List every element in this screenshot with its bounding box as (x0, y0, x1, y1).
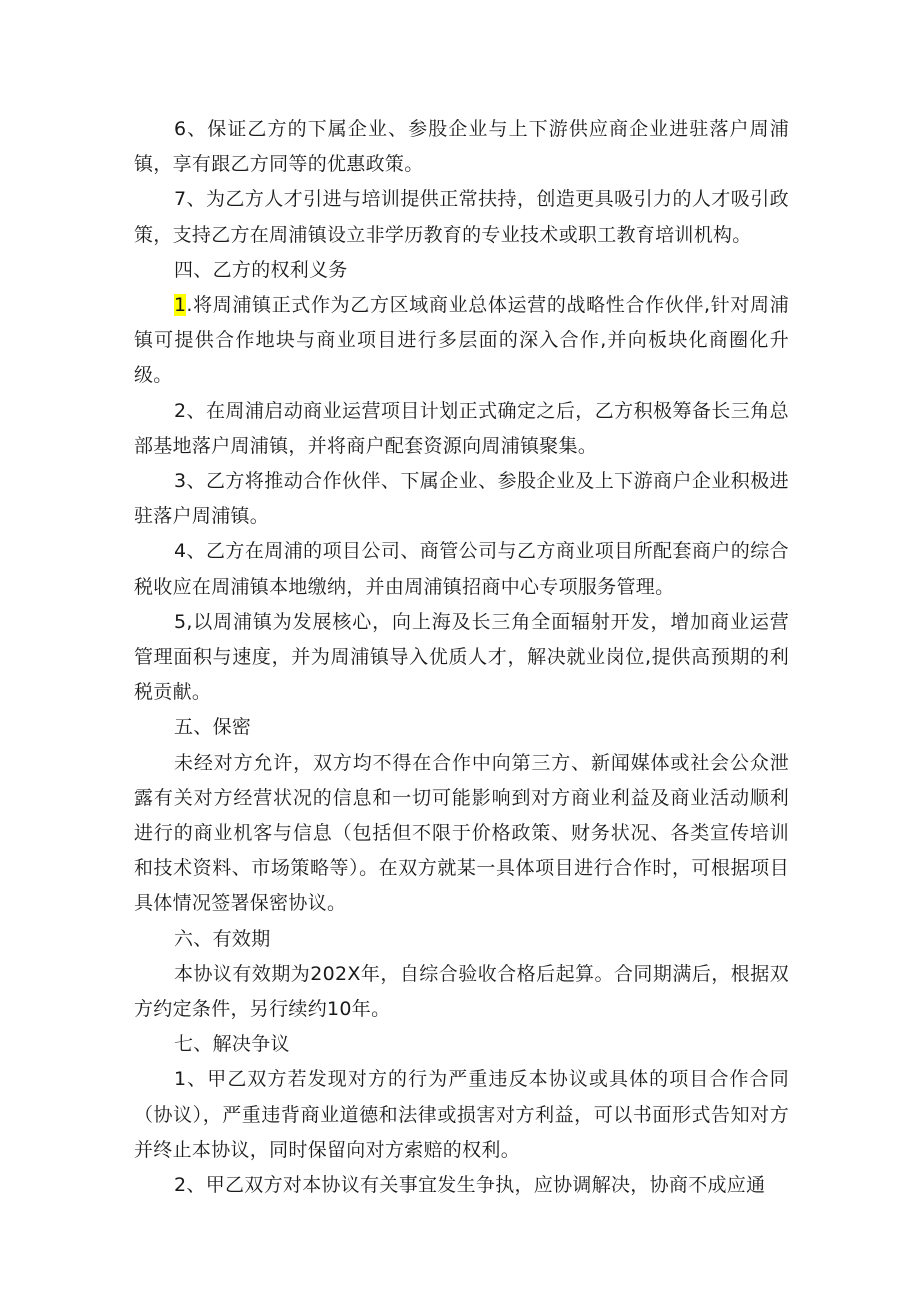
section-6-title: 六、有效期 (174, 927, 271, 950)
section-4-item-1-text: .将周浦镇正式作为乙方区域商业总体运营的战略性合作伙伴,针对周浦镇可提供合作地块与商业项目进行多层面的深入合作,并向板块化商圈化升级。 (134, 294, 789, 387)
section-4-item-1 (134, 288, 789, 394)
section-4-item-2: 2、在周浦启动商业运营项目计划正式确定之后，乙方积极筹备长三角总部基地落户周浦镇，并将商户配套资源向周浦镇聚集。 (134, 399, 789, 457)
section-4-item-4: 4、乙方在周浦的项目公司、商管公司与乙方商业项目所配套商户的综合税收应在周浦镇本地缴纳，并由周浦镇招商中心专项服务管理。 (134, 540, 789, 598)
section-7-item-2: 2、甲乙双方对本协议有关事宜发生争执，应协调解决，协商不成应通 (174, 1174, 766, 1197)
section-4-item-3: 3、乙方将推动合作伙伴、下属企业、参股企业及上下游商户企业积极进驻落户周浦镇。 (134, 470, 789, 528)
section-7-title: 七、解决争议 (174, 1033, 290, 1056)
section-7-item-1: 1、甲乙双方若发现对方的行为严重违反本协议或具体的项目合作合同（协议），严重违背商业道德和法律或损害对方利益，可以书面形式告知对方并终止本协议，同时保留向对方索赔的权利。 (134, 1068, 789, 1161)
section-5-title: 五、保密 (174, 716, 252, 739)
highlighted-number: 1 (174, 294, 187, 317)
section-4-item-5: 5,以周浦镇为发展核心，向上海及长三角全面辐射开发，增加商业运营管理面积与速度，并为周浦镇导入优质人才，解决就业岗位,提供高预期的利税贡献。 (134, 610, 789, 704)
clause-7: 7、为乙方人才引进与培训提供正常扶持，创造更具吸引力的人才吸引政策，支持乙方在周浦镇设立非学历教育的专业技术或职工教育培训机构。 (134, 188, 789, 246)
document-body (134, 112, 789, 1203)
section-5-text: 未经对方允许，双方均不得在合作中向第三方、新闻媒体或社会公众泄露有关对方经营状况的信息和一切可能影响到对方商业利益及商业活动顺利进行的商业机客与信息（包括但不限于价格政策、财务状况、各类宣传培训和技术资料、市场策略等）。在双方就某一具体项目进行合作时，可根据项目具体情况签署保密协议。 (134, 751, 789, 915)
section-4-title: 四、乙方的权利义务 (174, 258, 348, 281)
section-6-text: 本协议有效期为202X年，自综合验收合格后起算。合同期满后，根据双方约定条件，另行续约10年。 (134, 962, 789, 1021)
clause-6: 6、保证乙方的下属企业、参股企业与上下游供应商企业进驻落户周浦镇，享有跟乙方同等的优惠政策。 (134, 118, 789, 176)
